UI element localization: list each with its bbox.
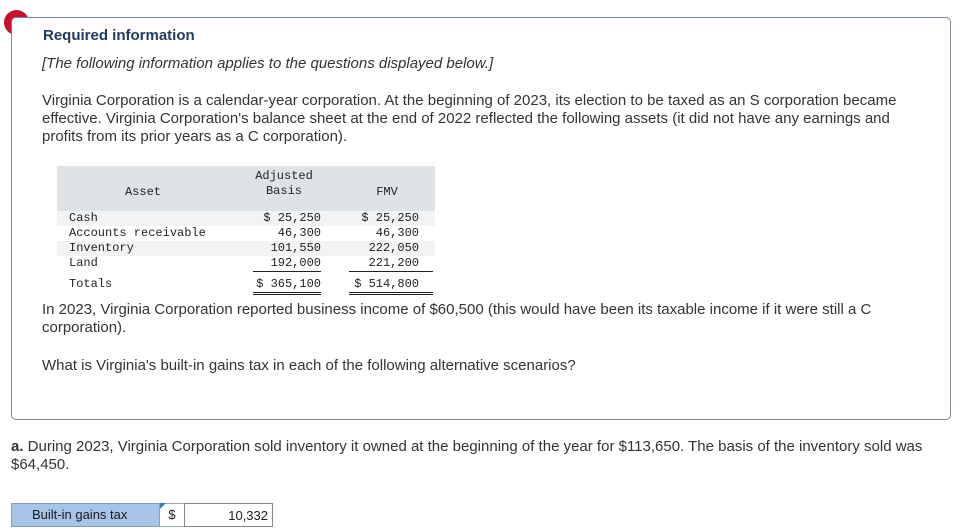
cell-basis: 46,300 (277, 226, 321, 240)
income-paragraph: In 2023, Virginia Corporation reported business income of $60,500 (this would have been its taxable income if it were still a C corporation). (42, 301, 872, 336)
table-header (57, 166, 435, 211)
header-basis-line1: Adjusted (255, 169, 313, 183)
cell-asset: Cash (69, 211, 98, 225)
answer-row (11, 503, 273, 527)
currency-symbol: $ (160, 503, 184, 527)
total-rule-basis (253, 292, 321, 295)
cell-asset: Accounts receivable (69, 226, 206, 240)
subtotal-rule-fmv (349, 271, 433, 272)
table-row (57, 256, 435, 271)
intro-paragraph: Virginia Corporation is a calendar-year corporation. At the beginning of 2023, its election to be taxed as an S corporation became effective. Virginia Corporation's balance sheet at the end of 2022 reflected the following assets (it did not have any earnings and profits from its prior years as a C corporation). (42, 92, 897, 145)
header-basis-line2: Basis (265, 184, 302, 198)
cell-totals-fmv: $ 514,800 (354, 277, 419, 291)
header-fmv: FMV (376, 185, 398, 199)
cell-fmv: 221,200 (368, 256, 419, 270)
table-row (57, 211, 435, 226)
total-rule-fmv (349, 292, 433, 295)
required-info-title: Required information (43, 27, 195, 44)
cell-asset: Inventory (69, 241, 134, 255)
cell-asset: Land (69, 256, 98, 270)
table-row (57, 226, 435, 241)
built-in-gains-tax-input[interactable] (184, 503, 273, 527)
header-asset: Asset (124, 185, 161, 199)
asset-table (57, 166, 435, 293)
cell-basis: 192,000 (270, 256, 321, 270)
cell-totals-basis: $ 365,100 (256, 277, 321, 291)
scenario-question: What is Virginia's built-in gains tax in each of the following alternative scenarios? (42, 357, 576, 374)
cell-fmv: $ 25,250 (361, 211, 419, 225)
built-in-gains-tax-label: Built-in gains tax (11, 503, 160, 527)
totals-row (57, 275, 435, 293)
cell-basis: 101,550 (270, 241, 321, 255)
header-adjusted-basis (229, 169, 339, 199)
cell-fmv: 46,300 (375, 226, 419, 240)
part-a-text: During 2023, Virginia Corporation sold inventory it owned at the beginning of the year for $113,650. The basis of the inventory sold was $64,450. (11, 438, 923, 473)
cell-fmv: 222,050 (368, 241, 419, 255)
table-row (57, 241, 435, 256)
part-a-question (11, 438, 951, 474)
required-info-subtitle: [The following information applies to the questions displayed below.] (42, 55, 494, 72)
cell-basis: $ 25,250 (263, 211, 321, 225)
cell-totals-label: Totals (69, 277, 113, 291)
table-body (57, 211, 435, 271)
subtotal-rule-basis (253, 271, 321, 272)
part-a-label: a. (11, 438, 24, 455)
